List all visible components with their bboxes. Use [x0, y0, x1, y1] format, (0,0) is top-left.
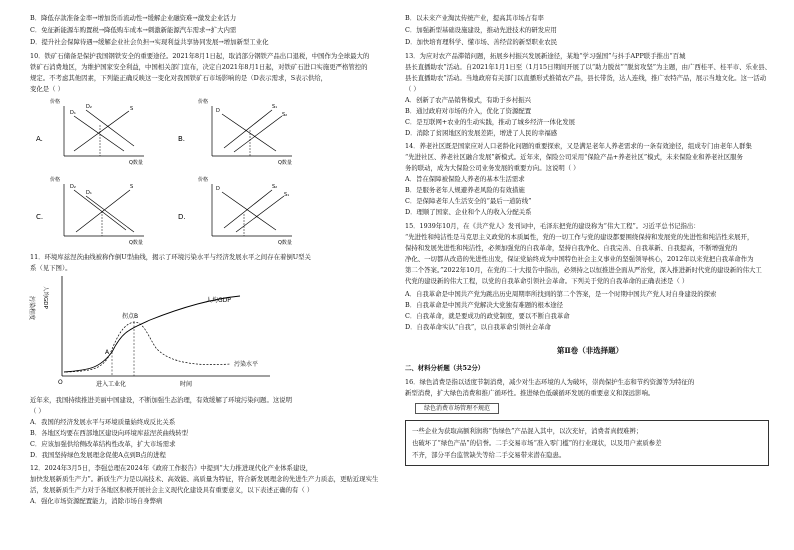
- axis-label: Q数量: [129, 160, 143, 166]
- option-d: D．我国坚持绿色发展理念促使A点到B点的进程: [30, 451, 166, 459]
- option-b: B．自我革命是中国共产党解决大党独有难题的根本途径: [405, 301, 564, 309]
- question-16: 16．绿色消费是指以适度节制消费，减少对生态环境的人为破坏，崇尚保护生态和节约资源等为特征的: [405, 378, 695, 386]
- option-b: B．以未来产业淘汰传统产业，提高其市场占有率: [405, 14, 544, 22]
- kuznets-curve-figure: [30, 272, 280, 390]
- text-line: “先进性和纯洁性是马克思主义政党的本质属性，党的一切工作与党的建设都要围绕保持和发展党的先进性和纯洁性来展开，: [405, 233, 754, 241]
- text-line: 活，发展新质生产力对于各地区积极开展社会主义现代化建设具有重要意义，以下表述正确的有（ ）: [30, 486, 314, 494]
- text-line: 务的联动，成为大保险公司业务发展的重要方向。这说明（ ）: [405, 164, 580, 172]
- option-a: A．创新了农产品销售模式，有助于乡村振兴: [405, 96, 532, 104]
- text-line: 县长直播助农”活动。当地政府有关部门以直播形式推销农产品，县长带货，达人连线，推广农特产品，展示当地文化。这一活动: [405, 74, 767, 82]
- curve-label: S₁: [284, 192, 290, 198]
- text-line: 新型消费，扩大绿色消费和推广循环性。推进绿色低碳循环发展的重要意义和深远影响。: [405, 389, 655, 397]
- curve-label: S: [130, 106, 134, 112]
- section-title: 二、材料分析题（共52分）: [405, 364, 485, 372]
- graph-b: [178, 98, 292, 166]
- option-label: A.: [36, 135, 43, 143]
- curve-label: D₁: [70, 110, 76, 116]
- point-b-label: 拐点B: [122, 313, 139, 320]
- text-line: 净化、一切都从改造的先进性出发，保证党始终成为中国特色社会主义事业的坚强领导核心，2012年以来党把自我革命作为: [405, 255, 754, 263]
- question-13: 13．为应对农产品滞销问题，拓展乡村振兴发展新途径，某地“学习强国”与抖手APP联手推出“百城: [405, 52, 686, 60]
- option-d: D．消除了贫困地区的发展差距，增进了人民的幸福感: [405, 129, 558, 137]
- text-line: 加快发展新质生产力”。新质生产力是以高技术、高效能、高质量为特征，符合新发展理念的先进生产力质态，更贴近现实生: [30, 475, 379, 483]
- text-line: 也破坏了“绿色产品”的信誉。二手交易市场“准入零门槛”的行业现状，以及用户素质参差: [412, 439, 662, 447]
- option-c: C．应该加强供给侧改革结构性改革，扩大市场需求: [30, 440, 176, 448]
- question-14: 14．养老社区既是国家应对人口老龄化问题的重要探索，又是满足老年人养老需求的一条有效途径，组成专门由老年人群集: [405, 142, 752, 150]
- axis-label: 价格: [50, 99, 61, 105]
- x2-axis-label: 时间: [180, 381, 193, 388]
- part-2-title: 第Ⅱ卷（非选择题）: [556, 346, 624, 355]
- curve-label-gdp: 人均GDP: [206, 297, 231, 304]
- option-a: A．强化市场资源配置能力，消除市场自身弊病: [30, 497, 163, 505]
- option-label: D.: [178, 213, 186, 221]
- x-axis-label: 进入工业化: [96, 381, 127, 388]
- text-line: “先进社区、养老社区融合发展”新模式。近年来，保险公司采用“保险产品+养老社区”模式，未来保险业和养老社区服务: [405, 153, 743, 161]
- option-d: D．加快培育理科学、懂市场、善经营的新型职业农民: [405, 38, 558, 46]
- graph-d: [178, 176, 292, 246]
- question-12: 12．2024年3月5日，李强总理在2024年《政府工作报告》中提到“大力推进现代化产业体系建设，: [30, 464, 313, 472]
- text-line: 铁矿石消费地区，为维护国家安全利益，中国相关部门宣布，决定自2021年8月1日起，对铁矿石进口实施更严格管控的: [30, 63, 368, 71]
- text-line: C．免征新能源车购置税→降低购车成本→刺激新能源汽车需求→扩大内需: [30, 26, 237, 34]
- option-b: B．通过政府对市场的介入，优化了资源配置: [405, 107, 532, 115]
- axis-label: Q数量: [278, 240, 292, 246]
- question-11: 11．环境库兹涅茨曲线被称作倒U型曲线，揭示了环境污染水平与经济发展水平之间存在着倒U型关: [30, 253, 311, 261]
- option-a: A．自我革命是中国共产党为跳出历史周期率所找到的第二个答案，是一个时期中国共产党人对自身建设的探索: [405, 290, 717, 298]
- curve-label: S₂: [272, 184, 278, 190]
- origin-label: O: [58, 379, 63, 386]
- curve-label: S: [130, 184, 134, 190]
- y-axis-label: 污染程度: [28, 296, 35, 321]
- curve-label: D: [216, 108, 220, 114]
- point-a-label: A: [105, 349, 110, 356]
- option-a: A．我国的经济发展水平与环境质量始终成反比关系: [30, 418, 176, 426]
- graph-a: [36, 98, 144, 166]
- text-line: D．提升社会保障待遇→缓解企业社会负担→实现利益共享协同发展→增加新型工业化: [30, 38, 269, 46]
- axis-label: Q数量: [278, 160, 292, 166]
- option-a: A．旨在保障被保险人养老的基本生活需求: [405, 175, 525, 183]
- text-line: （ ）: [30, 407, 45, 415]
- y2-axis-label: 人均GDP: [42, 286, 48, 309]
- option-c: C．自我革命，就是要成功的政党制度，要以不断自我革命: [405, 312, 570, 320]
- curve-label: D₁: [86, 190, 92, 196]
- option-label: B.: [178, 135, 186, 143]
- text-line: 第二个答案。”2022年10月，在党的二十大报告中指出，必须持之以恒推进全面从严治党，深入推进新时代党的建设新的伟大工: [405, 266, 762, 274]
- axis-label: 价格: [198, 177, 209, 183]
- graph-c: [36, 176, 144, 246]
- option-b: B．各地区均要在西部地区建设向环境库兹涅茨曲线转型: [30, 429, 189, 437]
- text-line: （ ）: [405, 85, 420, 93]
- option-c: C．是保障老年人生活安全的“最后一道防线”: [405, 197, 532, 205]
- text-line: 系（见下图）。: [30, 264, 72, 272]
- axis-label: Q数量: [129, 240, 143, 246]
- option-label: C.: [36, 213, 44, 221]
- axis-label: 价格: [50, 177, 61, 183]
- question-15: 15．1939年10月，在《共产党人》发刊词中，毛泽东把党的建设称为“伟大工程”。习近平总书记指出：: [405, 222, 700, 230]
- material-box: [405, 420, 769, 466]
- option-c: C．加强新型基础设施建设，推动先进技术的研发应用: [405, 26, 557, 34]
- curve-label-pollution: 污染水平: [234, 361, 259, 368]
- axis-label: 价格: [198, 99, 209, 105]
- option-b: B．是服务老年人规避养老风险的有效措施: [405, 186, 525, 194]
- curve-label: D₂: [70, 184, 76, 190]
- text-line: 近年来，我国持续推进美丽中国建设，不断加强生态治理，有效缓解了环境污染问题。这说明: [30, 396, 293, 404]
- option-d: D．理顺了国家、企业和个人的收入分配关系: [405, 208, 532, 216]
- curve-label: S₂: [282, 112, 288, 118]
- question-10: 10．铁矿石储备是保护我国钢铁安全的重要途径。2021年8月1日起，取消部分钢铁产品出口退税，中国作为全球最大的: [30, 52, 370, 60]
- curve-label: S₁: [272, 104, 278, 110]
- text-line: 保持和发展先进性和纯洁性，必须加强党的自我革命，坚持自我净化、自我完善、自我革新、自我提高，不断增强党的: [405, 244, 738, 252]
- supply-demand-graphs: [34, 96, 394, 246]
- text-line: 不齐，部分平台监管缺失等给二手交易带来潜在隐患。: [412, 451, 566, 459]
- text-line: 代党的建设新的伟大工程，以党的自我革命引领社会革命。下列关于党的自我革命的正确表述是（ ）: [405, 277, 689, 285]
- option-c: C．是互联网+农业的生动实践，推动了城乡经济一体化发展: [405, 118, 576, 126]
- text-line: 变化是（ ）: [30, 85, 64, 93]
- text-line: 规定。不考虑其他因素，下列能正确反映这一变化对我国铁矿石市场影响的是（D表示需求，S表示供给，: [30, 74, 328, 82]
- curve-label: D₂: [86, 104, 92, 110]
- text-line: 一些企业为获取高额利润将“伪绿色”产品混入其中，以次充好，消费者真假难辨；: [412, 427, 643, 435]
- text-line: 县长直播助农”活动。自2021年1月1日至（1月15日期间开展了以“助力脱贫”“脱贫攻坚”为主题，由广西桂平、桂平市、乐业县、: [405, 63, 772, 71]
- material-heading-box: 绿色消费市场管理不规范: [415, 403, 499, 414]
- option-d: D．自我革命实认“自我”，以自我革命引领社会革命: [405, 323, 551, 331]
- text-line: B．降低存款准备金率→增加货币流动性→缓解企业融资难→激发企业活力: [30, 14, 237, 22]
- curve-label: D: [216, 186, 220, 192]
